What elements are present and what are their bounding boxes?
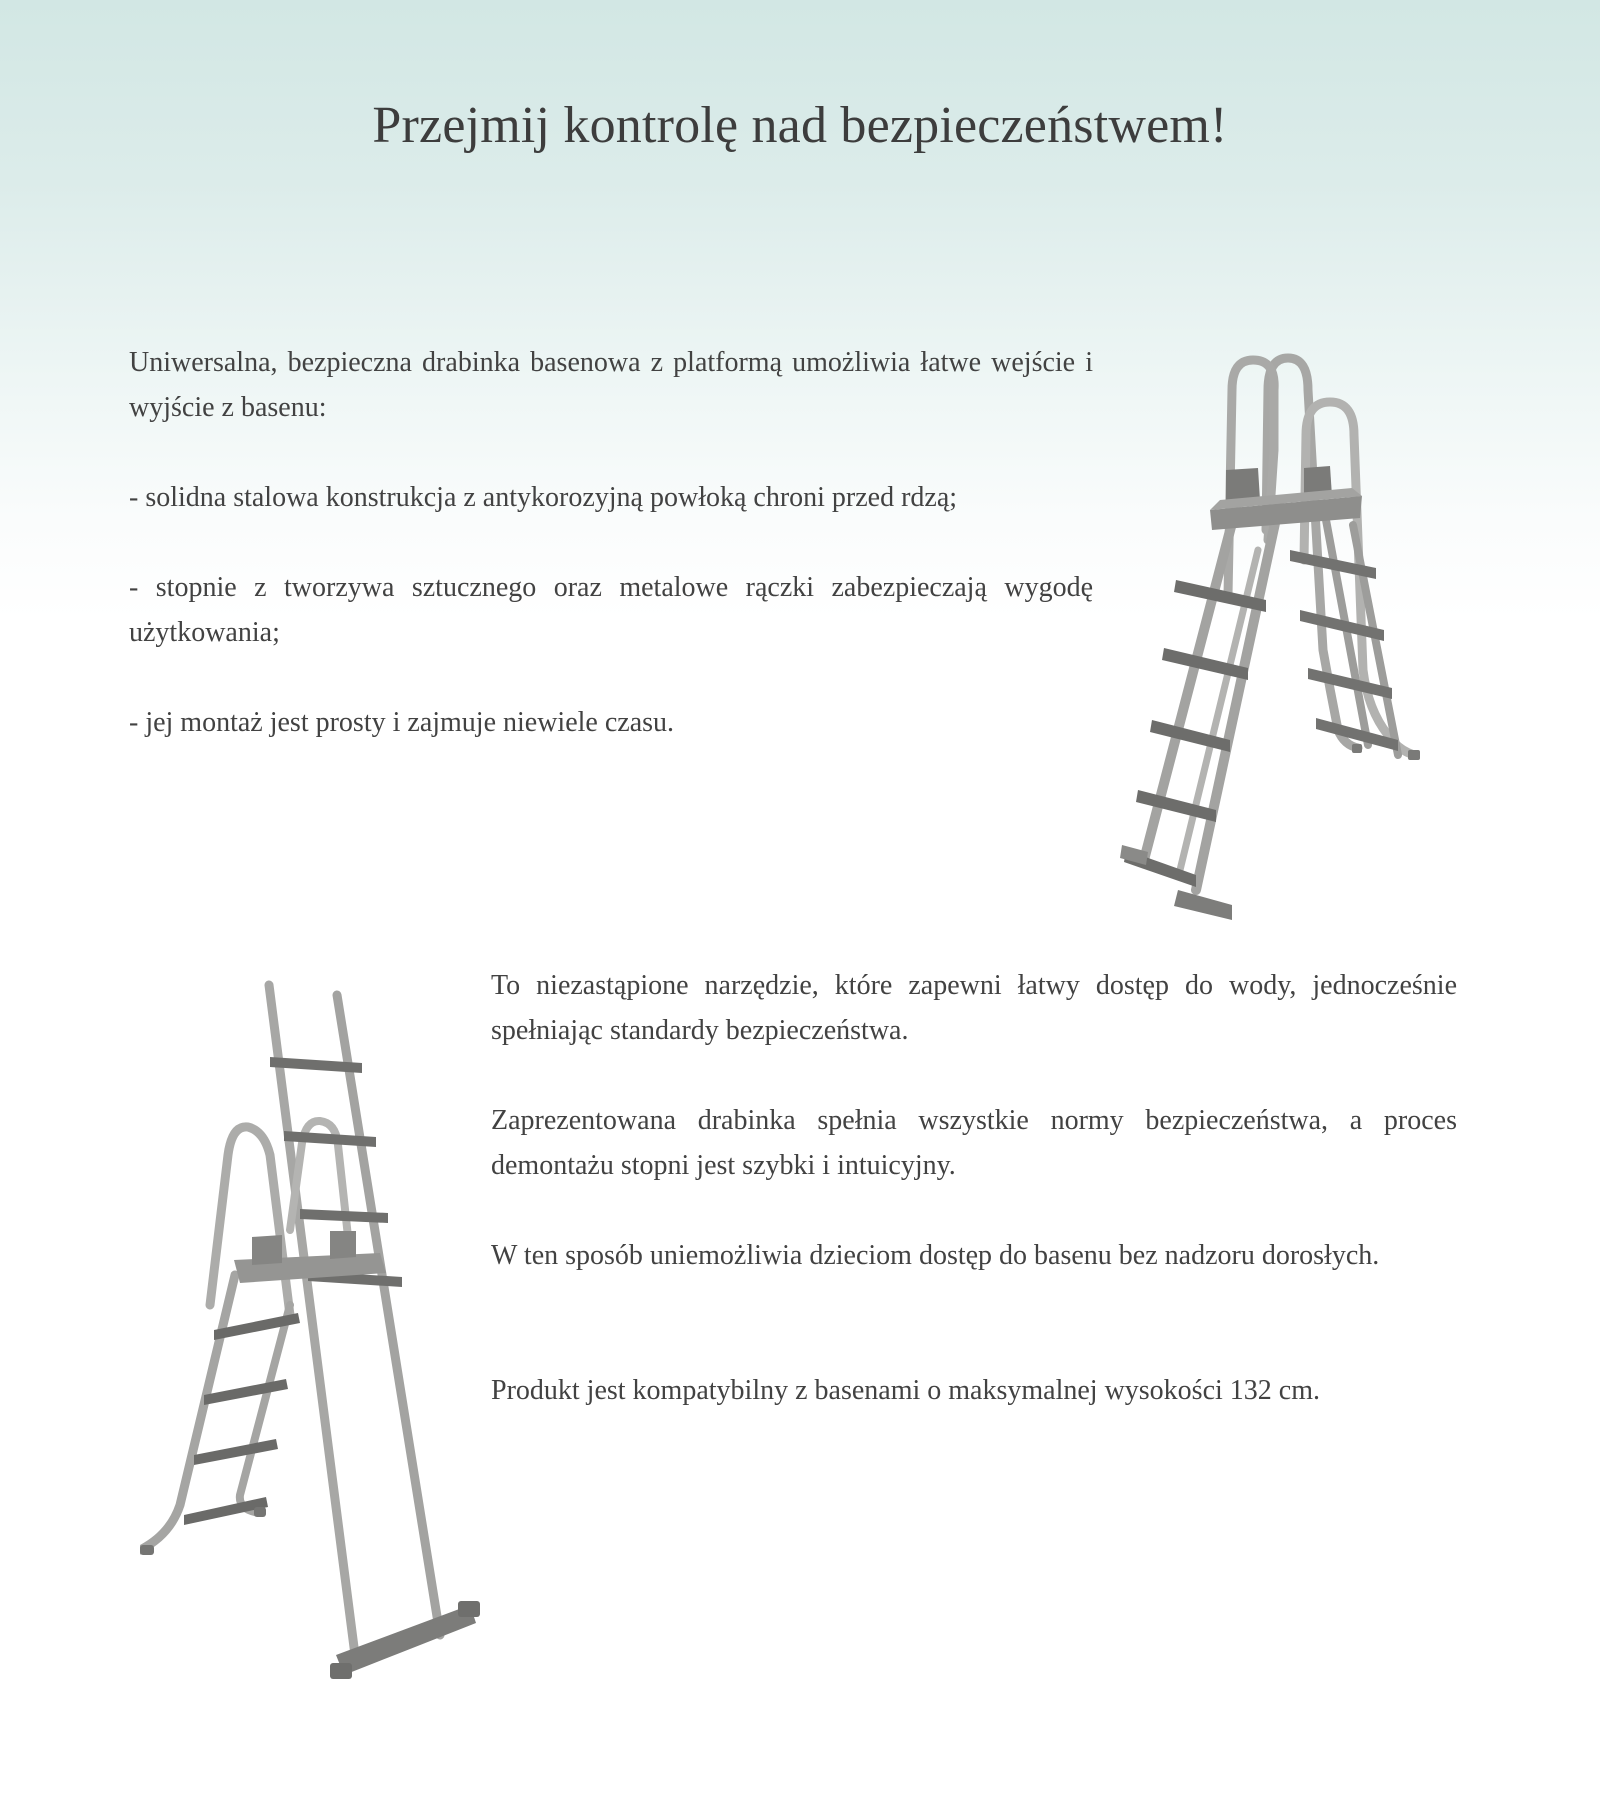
details-text-block — [491, 963, 1457, 1458]
intro-paragraph: Uniwersalna, bezpieczna drabinka basenowa z platformą umożliwia łatwe wejście i wyjście z basenu: — [129, 347, 1093, 423]
intro-text-block — [129, 340, 1093, 790]
details-paragraph-standards: Zaprezentowana drabinka spełnia wszystkie normy bezpieczeństwa, a proces demontażu stopni jest szybki i intuicyjny. — [491, 1105, 1457, 1181]
details-paragraph-access: To niezastąpione narzędzie, które zapewni łatwy dostęp do wody, jednocześnie spełniając standardy bezpieczeństwa. — [491, 970, 1457, 1046]
page-title: Przejmij kontrolę nad bezpieczeństwem! — [372, 97, 1228, 154]
feature-easy-assembly: - jej montaż jest prosty i zajmuje niewiele czasu. — [129, 707, 675, 738]
pool-ladder-side-view-icon — [140, 975, 485, 1705]
pool-ladder-with-platform-icon — [1108, 350, 1448, 930]
feature-plastic-steps: - stopnie z tworzywa sztucznego oraz metalowe rączki zabezpieczają wygodę użytkowania; — [129, 572, 1093, 648]
feature-steel-construction: - solidna stalowa konstrukcja z antykorozyjną powłoką chroni przed rdzą; — [129, 482, 958, 513]
details-paragraph-compatibility: Produkt jest kompatybilny z basenami o maksymalnej wysokości 132 cm. — [491, 1375, 1320, 1406]
details-paragraph-children: W ten sposób uniemożliwia dzieciom dostęp do basenu bez nadzoru dorosłych. — [491, 1240, 1380, 1271]
